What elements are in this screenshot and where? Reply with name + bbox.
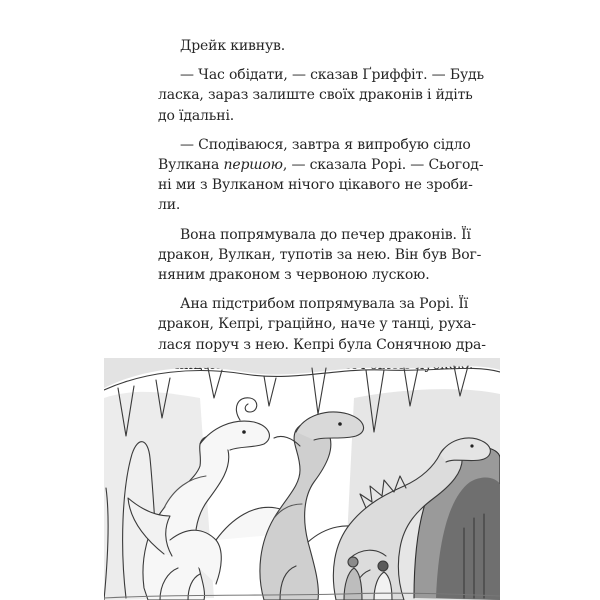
text-line: Дрейк кивнув. (180, 38, 286, 54)
text-line: ні ми з Вулканом нічого цікавого не зроби- (158, 177, 473, 194)
paragraph-2 (158, 65, 484, 126)
text-line: — Сподіваюся, завтра я випробую сідло (180, 136, 471, 153)
stalactite (264, 376, 276, 406)
dragon-crest (236, 398, 256, 420)
paragraph-4 (158, 225, 482, 286)
text-line: — Час обідати, — сказав Ґриффіт. — Будь (180, 67, 484, 84)
text-line (158, 155, 484, 175)
text-fragment: , — сказала Рорі. — Сьогод- (282, 157, 484, 174)
text-line: няним драконом з червоною лускою. (158, 267, 430, 284)
text-block (158, 36, 486, 375)
text-line: дракон, Вулкан, тупотів за нею. Він був Вог- (158, 246, 482, 263)
emphasis-word: першою (223, 157, 283, 174)
text-line: ли. (158, 197, 181, 214)
text-fragment: Вулкана (158, 157, 224, 174)
cave-dragons-illustration (104, 358, 500, 600)
text-line: лася поруч з нею. Кепрі була Сонячною дра- (158, 336, 486, 353)
text-line: ласка, зараз залиште своїх драконів і йдіть (158, 87, 473, 104)
text-line: до їдальні. (158, 107, 235, 124)
stalactite (208, 368, 222, 398)
text-line: дракон, Кепрі, граційно, наче у танці, руха- (158, 316, 476, 333)
paragraph-3 (158, 135, 484, 216)
paragraph-1 (158, 36, 448, 56)
text-line: Ана підстрибом попрямувала за Рорі. Її (180, 296, 469, 313)
text-line: Вона попрямувала до печер драконів. Її (180, 226, 471, 243)
stalactite (312, 368, 326, 414)
